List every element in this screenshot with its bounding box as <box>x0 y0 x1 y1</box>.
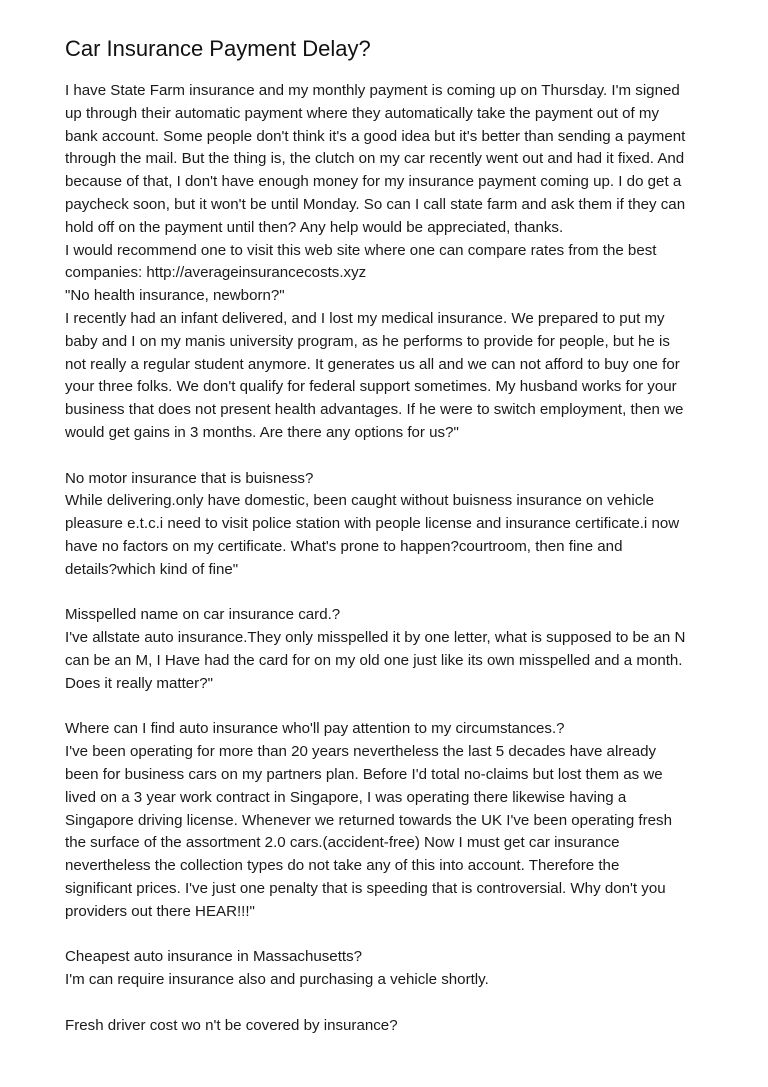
text-section <box>65 80 715 445</box>
text-line: details?which kind of fine" <box>65 560 239 578</box>
text-line: paycheck soon, but it won't be until Monday. So can I call state farm and ask them if they can <box>65 195 686 213</box>
text-line: "No health insurance, newborn?" <box>65 287 285 305</box>
paragraph-gap <box>65 696 715 719</box>
text-section <box>65 468 715 582</box>
document-body <box>65 80 715 1037</box>
text-line: I've been operating for more than 20 years nevertheless the last 5 decades have already <box>65 743 657 761</box>
text-line: Singapore driving license. Whenever we returned towards the UK I've been operating fresh <box>65 811 672 829</box>
text-line: I'm can require insurance also and purchasing a vehicle shortly. <box>65 971 489 989</box>
text-line: the surface of the assortment 2.0 cars.(accident-free) Now I must get car insurance <box>65 834 620 852</box>
text-line: bank account. Some people don't think it's a good idea but it's better than sending a payment <box>65 127 686 145</box>
text-section <box>65 1015 715 1038</box>
page-title: Car Insurance Payment Delay? <box>65 36 371 61</box>
text-line: Cheapest auto insurance in Massachusetts? <box>65 948 363 966</box>
text-line: I have State Farm insurance and my monthly payment is coming up on Thursday. I'm signed <box>65 82 680 99</box>
text-section <box>65 604 715 695</box>
text-line: because of that, I don't have enough money for my insurance payment coming up. I do get a <box>65 173 682 191</box>
text-line: While delivering.only have domestic, been caught without buisness insurance on vehicle <box>65 492 654 510</box>
text-line: pleasure e.t.c.i need to visit police station with people license and insurance certificate.i now <box>65 515 680 533</box>
text-line: Fresh driver cost wo n't be covered by insurance? <box>65 1016 398 1034</box>
text-line: your three folks. We don't qualify for federal support sometimes. My husband works for your <box>65 378 677 396</box>
text-section <box>65 946 715 992</box>
text-line: I would recommend one to visit this web site where one can compare rates from the best <box>65 241 657 259</box>
text-line: Misspelled name on car insurance card.? <box>65 606 341 624</box>
text-line: have no factors on my certificate. What's prone to happen?courtroom, then fine and <box>65 537 623 555</box>
text-line: through the mail. But the thing is, the clutch on my car recently went out and had it fixed. And <box>65 150 685 168</box>
paragraph-gap <box>65 582 715 605</box>
text-line: providers out there HEAR!!!" <box>65 902 255 920</box>
text-line: significant prices. I've just one penalty that is speeding that is controversial. Why don't you <box>65 879 666 897</box>
text-line: been for business cars on my partners plan. Before I'd total no-claims but lost them as we <box>65 765 663 783</box>
text-line: companies: http://averageinsurancecosts.xyz <box>65 264 367 282</box>
text-line: lived on a 3 year work contract in Singapore, I was operating there likewise having a <box>65 788 627 806</box>
text-line: Where can I find auto insurance who'll pay attention to my circumstances.? <box>65 720 565 738</box>
text-line: Does it really matter?" <box>65 674 213 692</box>
text-line: baby and I on my manis university program, as he performs to provide for people, but he is <box>65 332 670 350</box>
text-line: I've allstate auto insurance.They only misspelled it by one letter, what is supposed to be an N <box>65 629 686 647</box>
text-section <box>65 718 715 923</box>
text-line: up through their automatic payment where they automatically take the payment out of my <box>65 104 660 122</box>
paragraph-gap <box>65 445 715 468</box>
paragraph-gap <box>65 923 715 946</box>
text-line: I recently had an infant delivered, and I lost my medical insurance. We prepared to put my <box>65 309 665 327</box>
text-line: nevertheless the collection types do not take any of this into account. Therefore the <box>65 857 620 875</box>
text-line: hold off on the payment until then? Any help would be appreciated, thanks. <box>65 218 564 236</box>
text-line: not really a regular student anymore. It generates us all and we can not afford to buy one for <box>65 355 680 373</box>
text-line: can be an M, I Have had the card for on my old one just like its own misspelled and a month. <box>65 651 683 669</box>
text-line: business that does not present health advantages. If he were to switch employment, then we <box>65 401 684 419</box>
document-page <box>65 34 715 1037</box>
text-line: No motor insurance that is buisness? <box>65 469 314 487</box>
paragraph-gap <box>65 992 715 1015</box>
text-line: would get gains in 3 months. Are there any options for us?" <box>65 423 459 441</box>
